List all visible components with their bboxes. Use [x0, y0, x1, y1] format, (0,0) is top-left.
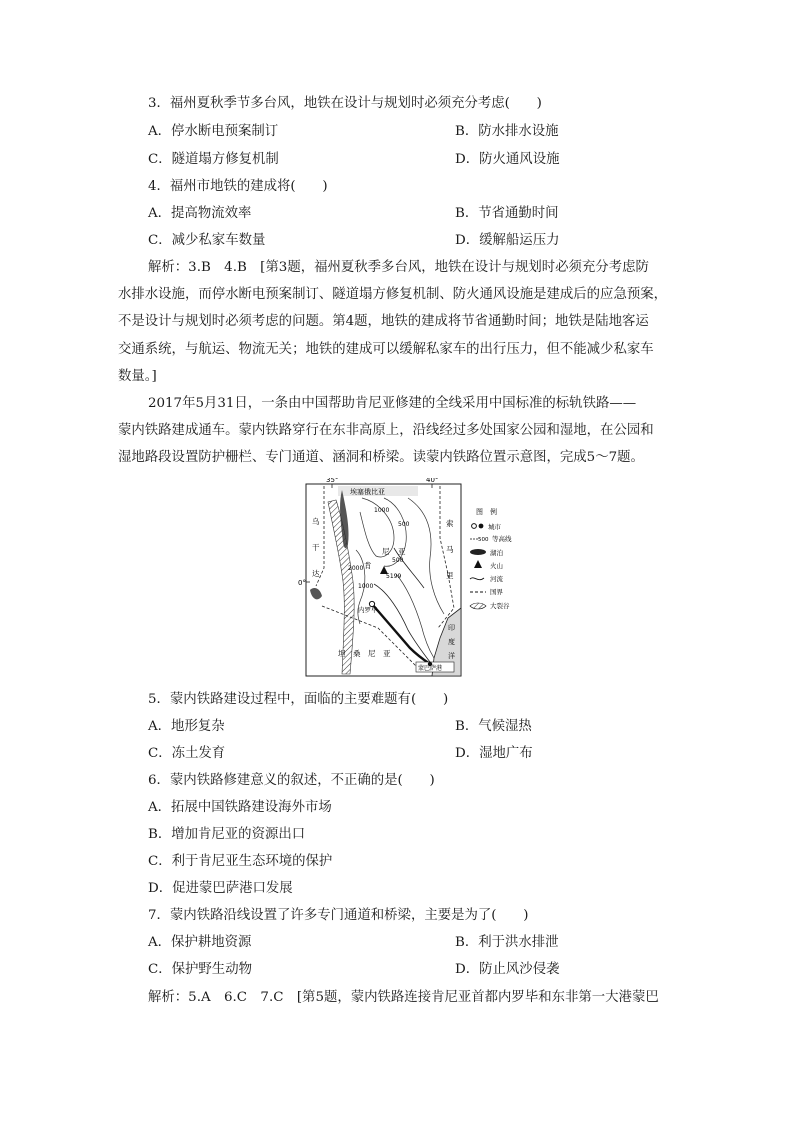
q4-option-b: B．节省通勤时间 [455, 206, 559, 221]
kenya-char-3: 亚 [398, 547, 406, 556]
analysis1-line-2: 水排水设施，而停水断电预案制订、隧道塌方修复机制、防火通风设施是建成后的应急预案， [118, 287, 668, 302]
svg-text:500: 500 [478, 537, 489, 543]
somalia-char-1: 索 [446, 519, 454, 528]
svg-text:河流: 河流 [490, 575, 503, 583]
q3-option-a: A．停水断电预案制订 [148, 124, 279, 139]
q7-option-b: B．利于洪水排泄 [455, 935, 559, 950]
q7-option-a: A．保护耕地资源 [148, 935, 252, 950]
legend-border [470, 587, 504, 596]
tanzania-label: 坦 桑 尼 亚 [338, 649, 391, 658]
q7-option-c: C．保护野生动物 [148, 962, 252, 977]
legend-volcano [474, 560, 503, 570]
contour-label-1: 1000 [374, 507, 390, 514]
q7-option-d: D．防止风沙侵袭 [455, 962, 560, 977]
q6-option-c: C．利于肯尼亚生态环境的保护 [148, 854, 333, 869]
legend-title: 图 例 [476, 508, 497, 516]
ocean-char-2: 度 [448, 638, 455, 646]
map-svg [298, 478, 534, 678]
q6-option-d: D．促进蒙巴萨港口发展 [148, 881, 293, 896]
contour-label-3: 2000 [348, 565, 364, 572]
q4-option-c: C．减少私家车数量 [148, 233, 266, 248]
analysis2-line-1: 解析：5.A 6.C 7.C [第5题，蒙内铁路连接肯尼亚首都内罗毕和东非第一大港蒙巴 [148, 990, 659, 1005]
analysis1-line-5: 数量。] [118, 369, 157, 384]
svg-text:大裂谷: 大裂谷 [490, 602, 510, 610]
nairobi-label: 内罗毕 [358, 606, 378, 614]
analysis1-line-1: 解析：3.B 4.B [第3题，福州夏秋季多台风，地铁在设计与规划时必须充分考虑防 [148, 260, 649, 275]
lon-35-label: 35° [326, 478, 339, 484]
contour-label-2: 500 [398, 521, 410, 528]
intro-line-2: 蒙内铁路建成通车。蒙内铁路穿行在东非高原上，沿线经过多处国家公园和湿地，在公园和 [118, 423, 654, 438]
ocean-char-1: 印 [448, 624, 455, 632]
legend-river [470, 574, 504, 583]
q6-option-b: B．增加肯尼亚的资源出口 [148, 827, 306, 842]
q5-stem: 5．蒙内铁路建设过程中，面临的主要难题有( ) [148, 692, 449, 707]
q5-option-b: B．气候湿热 [455, 719, 532, 734]
lon-40-label: 40° [426, 478, 439, 484]
q3-option-c: C．隧道塌方修复机制 [148, 152, 279, 167]
legend-lake [470, 548, 504, 557]
intro-line-3: 湿地路段设置防护栅栏、专门通道、涵洞和桥梁。读蒙内铁路位置示意图，完成5～7题。 [118, 450, 644, 465]
q5-option-d: D．湿地广布 [455, 746, 533, 761]
q6-option-a: A．拓展中国铁路建设海外市场 [148, 800, 332, 815]
svg-text:火山: 火山 [490, 562, 503, 570]
svg-text:国界: 国界 [490, 588, 503, 596]
railway-location-map [298, 478, 534, 678]
intro-line-1: 2017年5月31日，一条由中国帮助肯尼亚修建的全线采用中国标准的标轨铁路—— [148, 396, 637, 411]
q5-option-a: A．地形复杂 [148, 719, 225, 734]
uganda-char-2: 干 [312, 543, 320, 552]
uganda-char-3: 达 [312, 569, 320, 578]
q3-option-b: B．防水排水设施 [455, 124, 559, 139]
contour-label-5: 500 [392, 557, 404, 564]
q4-stem: 4．福州市地铁的建成将( ) [148, 179, 328, 194]
svg-text:等高线: 等高线 [492, 535, 512, 543]
ocean-char-3: 洋 [448, 652, 455, 660]
kenya-char-1: 肯 [364, 561, 372, 570]
lat-0-label: 0° [298, 579, 306, 587]
q7-stem: 7．蒙内铁路沿线设置了许多专门通道和桥梁，主要是为了( ) [148, 908, 529, 923]
q6-stem: 6．蒙内铁路修建意义的叙述，不正确的是( ) [148, 773, 435, 788]
q4-option-a: A．提高物流效率 [148, 206, 252, 221]
q5-option-c: C．冻土发育 [148, 746, 226, 761]
country-ethiopia: 埃塞俄比亚 [350, 488, 385, 496]
uganda-char-1: 乌 [312, 517, 320, 526]
analysis1-line-4: 交通系统，与航运、物流无关；地铁的建成可以缓解私家车的出行压力，但不能减少私家车 [118, 342, 654, 357]
somalia-char-3: 里 [446, 571, 454, 580]
legend-rift-valley [470, 601, 510, 610]
legend-contour [470, 534, 512, 543]
mombasa-label: 蒙巴萨港 [418, 665, 443, 672]
svg-text:湖泊: 湖泊 [490, 549, 503, 557]
contour-label-4: 1000 [358, 583, 374, 590]
kenya-char-2: 尼 [382, 547, 390, 556]
svg-text:城市: 城市 [488, 523, 501, 531]
legend-city [472, 522, 502, 531]
q3-stem: 3．福州夏秋季节多台风，地铁在设计与规划时必须充分考虑( ) [148, 96, 542, 111]
q3-option-d: D．防火通风设施 [455, 152, 560, 167]
peak-label: 5199 [386, 573, 402, 580]
somalia-char-2: 马 [446, 545, 454, 554]
q4-option-d: D．缓解船运压力 [455, 233, 560, 248]
analysis1-line-3: 不是设计与规划时必须考虑的问题。第4题，地铁的建成将节省通勤时间；地铁是陆地客运 [118, 314, 649, 329]
